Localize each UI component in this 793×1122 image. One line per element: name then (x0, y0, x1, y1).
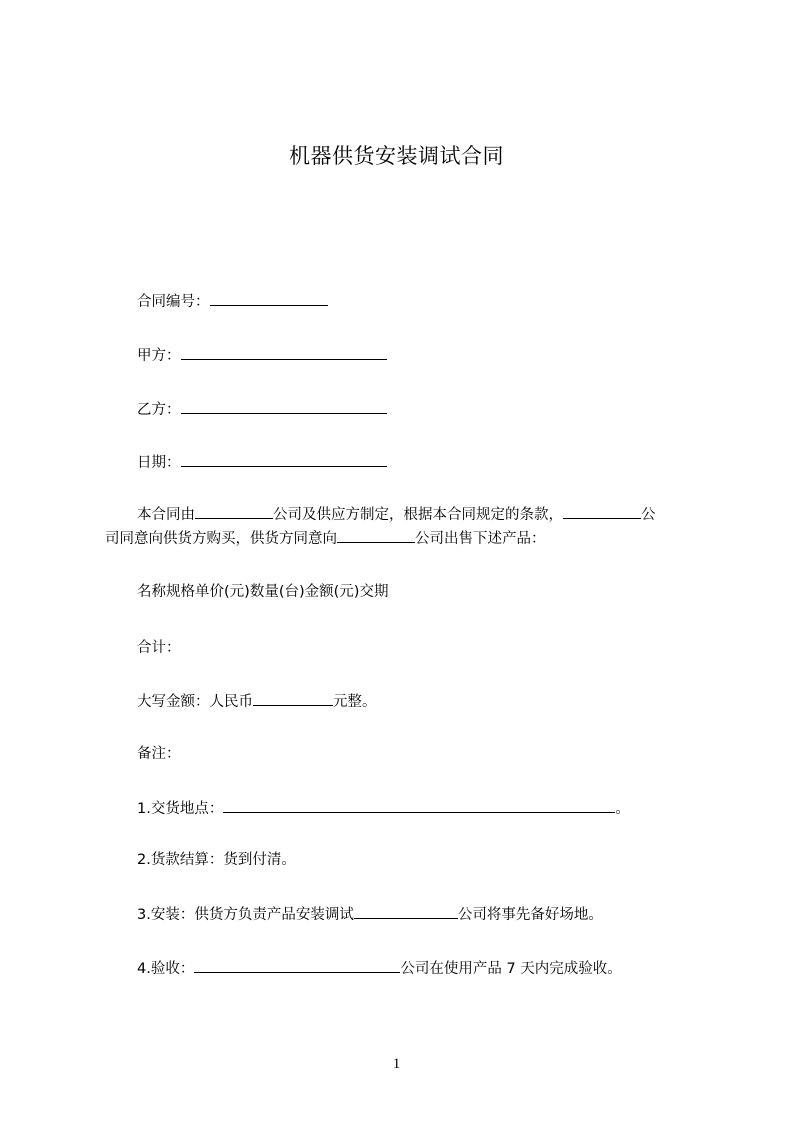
acceptance-label: 4.验收： (137, 961, 195, 977)
intro-text-5: 公司出售下述产品： (415, 531, 546, 547)
party-a-label: 甲方： (137, 348, 181, 364)
date-blank[interactable] (181, 451, 387, 467)
document-title: 机器供货安装调试合同 (289, 144, 504, 168)
contract-number-line (137, 290, 328, 312)
intro-blank-2[interactable] (563, 503, 641, 519)
intro-text-4: 司同意向供货方购买，供货方同意向 (105, 531, 337, 547)
party-b-label: 乙方： (137, 402, 181, 418)
item1-end: 。 (615, 801, 630, 817)
installation-blank[interactable] (354, 903, 458, 919)
delivery-location-label: 1.交货地点： (137, 801, 224, 817)
acceptance-end: 公司在使用产品 7 天内完成验收。 (400, 961, 622, 977)
acceptance-blank[interactable] (194, 957, 400, 973)
delivery-location-blank[interactable] (223, 797, 615, 813)
amount-label: 大写金额：人民币 (137, 694, 253, 710)
intro-blank-3[interactable] (337, 527, 415, 543)
installation-label: 3.安装：供货方负责产品安装调试 (137, 907, 354, 923)
party-a-line (137, 344, 387, 366)
party-b-blank[interactable] (181, 398, 387, 414)
date-line (137, 451, 387, 473)
contract-number-blank[interactable] (210, 290, 328, 306)
party-a-blank[interactable] (181, 344, 387, 360)
amount-suffix: 元整。 (333, 694, 377, 710)
intro-text-1: 本合同由 (137, 507, 195, 523)
remarks-label: 备注： (137, 746, 181, 762)
amount-blank[interactable] (253, 690, 333, 706)
intro-text-2: 公司及供应方制定，根据本合同规定的条款， (273, 507, 563, 523)
intro-paragraph (105, 503, 700, 551)
installation-end: 公司将事先备好场地。 (457, 907, 603, 923)
intro-blank-1[interactable] (195, 503, 273, 519)
remark-item-1 (137, 797, 630, 819)
amount-line (137, 690, 377, 712)
remark-item-4 (137, 957, 622, 979)
party-b-line (137, 398, 387, 420)
intro-text-3: 公 (641, 507, 656, 523)
date-label: 日期： (137, 455, 181, 471)
page-number: 1 (392, 1056, 401, 1072)
remark-item-3 (137, 903, 603, 925)
table-header-line: 名称规格单价(元)数量(台)金额(元)交期 (137, 584, 389, 600)
contract-number-label: 合同编号： (137, 294, 210, 310)
total-line: 合计： (137, 640, 181, 656)
remark-item-2: 2.货款结算：货到付清。 (137, 852, 296, 868)
